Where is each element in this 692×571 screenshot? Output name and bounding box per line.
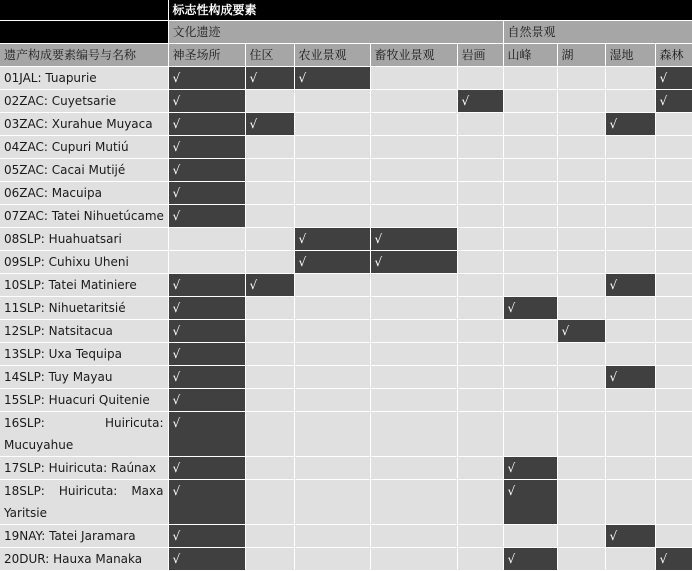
check-mark-icon: √ <box>172 117 181 131</box>
empty-cell <box>655 251 692 274</box>
table-row <box>0 136 692 159</box>
table-row <box>0 67 692 90</box>
empty-cell <box>370 343 457 366</box>
check-cell <box>370 228 457 251</box>
empty-cell <box>503 205 557 228</box>
check-cell <box>655 548 692 571</box>
header-name-column: 遗产构成要素编号与名称 <box>0 44 168 67</box>
check-mark-icon: √ <box>172 416 181 430</box>
empty-cell <box>370 205 457 228</box>
table-row <box>0 525 692 548</box>
empty-cell <box>370 525 457 548</box>
empty-cell <box>605 182 655 205</box>
empty-cell <box>557 182 605 205</box>
empty-cell <box>557 297 605 320</box>
empty-cell <box>655 182 692 205</box>
empty-cell <box>503 159 557 182</box>
empty-cell <box>457 457 503 480</box>
check-cell <box>168 320 245 343</box>
empty-cell <box>605 343 655 366</box>
empty-cell <box>457 480 503 525</box>
table-row <box>0 457 692 480</box>
empty-cell <box>655 228 692 251</box>
empty-cell <box>655 343 692 366</box>
check-cell <box>168 274 245 297</box>
empty-cell <box>294 205 370 228</box>
element-name: 05ZAC: Cacai Mutijé <box>0 159 168 182</box>
check-mark-icon: √ <box>249 71 258 85</box>
empty-cell <box>655 297 692 320</box>
empty-cell <box>370 90 457 113</box>
empty-cell <box>557 366 605 389</box>
empty-cell <box>557 113 605 136</box>
check-mark-icon: √ <box>461 94 470 108</box>
check-mark-icon: √ <box>172 552 181 566</box>
element-name: 01JAL: Tuapurie <box>0 67 168 90</box>
check-cell <box>168 90 245 113</box>
check-cell <box>168 182 245 205</box>
empty-cell <box>245 159 294 182</box>
check-mark-icon: √ <box>172 461 181 475</box>
element-name: 13SLP: Uxa Tequipa <box>0 343 168 366</box>
header-row-title <box>0 0 692 21</box>
empty-cell <box>605 457 655 480</box>
empty-cell <box>245 182 294 205</box>
check-cell <box>605 274 655 297</box>
check-mark-icon: √ <box>249 117 258 131</box>
empty-cell <box>605 67 655 90</box>
empty-cell <box>294 90 370 113</box>
header-top-title: 标志性构成要素 <box>168 0 692 21</box>
empty-cell <box>370 480 457 525</box>
empty-cell <box>605 136 655 159</box>
empty-cell <box>457 412 503 457</box>
header-column: 森林 <box>655 44 692 67</box>
table-row <box>0 228 692 251</box>
table-row <box>0 389 692 412</box>
element-name-part: Maxa <box>131 484 164 498</box>
empty-cell <box>457 113 503 136</box>
check-cell <box>294 67 370 90</box>
check-mark-icon: √ <box>172 347 181 361</box>
table-row <box>0 412 692 457</box>
element-name: 04ZAC: Cupuri Mutiú <box>0 136 168 159</box>
empty-cell <box>655 274 692 297</box>
check-mark-icon: √ <box>172 94 181 108</box>
element-name-part: 18SLP: <box>4 484 45 498</box>
header-column: 湿地 <box>605 44 655 67</box>
check-cell <box>503 297 557 320</box>
empty-cell <box>605 320 655 343</box>
empty-cell <box>294 480 370 525</box>
empty-cell <box>655 205 692 228</box>
check-cell <box>168 67 245 90</box>
empty-cell <box>557 205 605 228</box>
empty-cell <box>245 389 294 412</box>
empty-cell <box>245 251 294 274</box>
empty-cell <box>294 182 370 205</box>
check-mark-icon: √ <box>507 484 516 498</box>
element-name <box>0 480 168 525</box>
check-cell <box>168 205 245 228</box>
check-mark-icon: √ <box>659 71 668 85</box>
check-mark-icon: √ <box>609 117 618 131</box>
table-row <box>0 297 692 320</box>
empty-cell <box>370 113 457 136</box>
empty-cell <box>557 412 605 457</box>
empty-cell <box>503 90 557 113</box>
empty-cell <box>294 525 370 548</box>
empty-cell <box>245 525 294 548</box>
check-mark-icon: √ <box>172 324 181 338</box>
empty-cell <box>168 251 245 274</box>
check-mark-icon: √ <box>172 301 181 315</box>
empty-cell <box>503 366 557 389</box>
check-mark-icon: √ <box>172 140 181 154</box>
empty-cell <box>245 228 294 251</box>
check-cell <box>168 297 245 320</box>
empty-cell <box>457 136 503 159</box>
empty-cell <box>503 113 557 136</box>
header-row-columns <box>0 44 692 67</box>
empty-cell <box>503 320 557 343</box>
table-row <box>0 182 692 205</box>
header-column: 岩画 <box>457 44 503 67</box>
empty-cell <box>605 159 655 182</box>
header-column: 农业景观 <box>294 44 370 67</box>
header-corner-2 <box>0 21 168 44</box>
check-cell <box>168 343 245 366</box>
empty-cell <box>457 251 503 274</box>
empty-cell <box>557 159 605 182</box>
element-name: 20DUR: Hauxa Manaka <box>0 548 168 571</box>
empty-cell <box>294 389 370 412</box>
element-name: 14SLP: Tuy Mayau <box>0 366 168 389</box>
empty-cell <box>294 457 370 480</box>
check-cell <box>605 366 655 389</box>
empty-cell <box>503 67 557 90</box>
empty-cell <box>605 389 655 412</box>
empty-cell <box>557 274 605 297</box>
empty-cell <box>503 136 557 159</box>
empty-cell <box>655 457 692 480</box>
element-name: 15SLP: Huacuri Quitenie <box>0 389 168 412</box>
check-mark-icon: √ <box>298 255 307 269</box>
empty-cell <box>245 457 294 480</box>
empty-cell <box>557 389 605 412</box>
check-cell <box>370 251 457 274</box>
empty-cell <box>370 320 457 343</box>
empty-cell <box>457 159 503 182</box>
element-name: 10SLP: Tatei Matiniere <box>0 274 168 297</box>
empty-cell <box>605 297 655 320</box>
check-mark-icon: √ <box>172 186 181 200</box>
empty-cell <box>503 412 557 457</box>
table-row <box>0 113 692 136</box>
check-cell <box>503 457 557 480</box>
empty-cell <box>655 389 692 412</box>
empty-cell <box>503 343 557 366</box>
check-cell <box>168 480 245 525</box>
element-name-part: 16SLP: <box>4 416 45 430</box>
empty-cell <box>294 320 370 343</box>
check-mark-icon: √ <box>507 552 516 566</box>
empty-cell <box>605 412 655 457</box>
empty-cell <box>294 548 370 571</box>
empty-cell <box>655 366 692 389</box>
empty-cell <box>294 136 370 159</box>
table-row <box>0 90 692 113</box>
empty-cell <box>245 90 294 113</box>
table-row <box>0 366 692 389</box>
empty-cell <box>457 389 503 412</box>
empty-cell <box>245 343 294 366</box>
empty-cell <box>370 389 457 412</box>
check-mark-icon: √ <box>249 278 258 292</box>
empty-cell <box>605 548 655 571</box>
element-name <box>0 412 168 457</box>
table-row <box>0 274 692 297</box>
empty-cell <box>245 480 294 525</box>
empty-cell <box>503 228 557 251</box>
check-cell <box>168 412 245 457</box>
check-mark-icon: √ <box>172 163 181 177</box>
element-name: 17SLP: Huiricuta: Raúnax <box>0 457 168 480</box>
header-corner <box>0 0 168 21</box>
check-mark-icon: √ <box>374 255 383 269</box>
empty-cell <box>557 525 605 548</box>
empty-cell <box>245 136 294 159</box>
empty-cell <box>168 228 245 251</box>
check-mark-icon: √ <box>609 529 618 543</box>
check-mark-icon: √ <box>374 232 383 246</box>
empty-cell <box>370 182 457 205</box>
empty-cell <box>370 366 457 389</box>
check-mark-icon: √ <box>172 209 181 223</box>
empty-cell <box>655 525 692 548</box>
element-name-part: Mucuyahue <box>4 438 74 452</box>
header-column: 畜牧业景观 <box>370 44 457 67</box>
element-name: 11SLP: Nihuetaritsié <box>0 297 168 320</box>
empty-cell <box>655 159 692 182</box>
check-cell <box>503 548 557 571</box>
element-name: 08SLP: Huahuatsari <box>0 228 168 251</box>
empty-cell <box>655 480 692 525</box>
header-group-culture: 文化遗迹 <box>168 21 503 44</box>
element-name: 02ZAC: Cuyetsarie <box>0 90 168 113</box>
check-cell <box>168 113 245 136</box>
empty-cell <box>457 548 503 571</box>
element-name: 06ZAC: Macuipa <box>0 182 168 205</box>
table-row <box>0 548 692 571</box>
empty-cell <box>294 159 370 182</box>
check-cell <box>457 90 503 113</box>
empty-cell <box>457 67 503 90</box>
header-row-groups <box>0 21 692 44</box>
empty-cell <box>557 457 605 480</box>
empty-cell <box>294 343 370 366</box>
table-row <box>0 480 692 525</box>
empty-cell <box>605 228 655 251</box>
check-cell <box>605 113 655 136</box>
empty-cell <box>457 297 503 320</box>
empty-cell <box>294 113 370 136</box>
check-mark-icon: √ <box>298 71 307 85</box>
table-row <box>0 343 692 366</box>
check-mark-icon: √ <box>659 552 668 566</box>
empty-cell <box>457 228 503 251</box>
empty-cell <box>503 274 557 297</box>
empty-cell <box>370 136 457 159</box>
empty-cell <box>457 366 503 389</box>
empty-cell <box>245 412 294 457</box>
empty-cell <box>370 297 457 320</box>
empty-cell <box>370 548 457 571</box>
check-cell <box>168 548 245 571</box>
empty-cell <box>457 205 503 228</box>
empty-cell <box>503 182 557 205</box>
check-mark-icon: √ <box>561 324 570 338</box>
check-cell <box>168 525 245 548</box>
empty-cell <box>557 251 605 274</box>
check-cell <box>245 113 294 136</box>
check-cell <box>168 457 245 480</box>
element-name: 07ZAC: Tatei Nihuetúcame <box>0 205 168 228</box>
empty-cell <box>605 480 655 525</box>
header-column: 湖 <box>557 44 605 67</box>
check-cell <box>503 480 557 525</box>
empty-cell <box>245 205 294 228</box>
empty-cell <box>294 366 370 389</box>
empty-cell <box>457 274 503 297</box>
empty-cell <box>370 274 457 297</box>
element-name-part: Huiricuta: <box>104 416 164 430</box>
check-mark-icon: √ <box>172 484 181 498</box>
table-row <box>0 320 692 343</box>
empty-cell <box>503 389 557 412</box>
empty-cell <box>245 297 294 320</box>
empty-cell <box>655 113 692 136</box>
header-column: 神圣场所 <box>168 44 245 67</box>
empty-cell <box>457 525 503 548</box>
header-group-nature: 自然景观 <box>503 21 692 44</box>
check-cell <box>557 320 605 343</box>
check-mark-icon: √ <box>507 301 516 315</box>
check-cell <box>168 389 245 412</box>
check-cell <box>245 274 294 297</box>
element-name: 12SLP: Natsitacua <box>0 320 168 343</box>
check-cell <box>245 67 294 90</box>
empty-cell <box>557 343 605 366</box>
check-mark-icon: √ <box>172 393 181 407</box>
check-mark-icon: √ <box>172 370 181 384</box>
empty-cell <box>294 274 370 297</box>
check-cell <box>605 525 655 548</box>
table-row <box>0 205 692 228</box>
check-mark-icon: √ <box>172 529 181 543</box>
empty-cell <box>457 343 503 366</box>
element-name: 09SLP: Cuhixu Uheni <box>0 251 168 274</box>
empty-cell <box>557 548 605 571</box>
empty-cell <box>655 136 692 159</box>
table-row <box>0 159 692 182</box>
empty-cell <box>557 90 605 113</box>
empty-cell <box>294 412 370 457</box>
empty-cell <box>557 67 605 90</box>
empty-cell <box>605 90 655 113</box>
check-cell <box>168 136 245 159</box>
empty-cell <box>557 480 605 525</box>
element-name-part: Huiricuta: <box>58 484 118 498</box>
empty-cell <box>294 297 370 320</box>
empty-cell <box>655 412 692 457</box>
empty-cell <box>503 525 557 548</box>
header-column: 山峰 <box>503 44 557 67</box>
check-mark-icon: √ <box>609 278 618 292</box>
check-cell <box>294 251 370 274</box>
check-cell <box>294 228 370 251</box>
empty-cell <box>457 320 503 343</box>
check-cell <box>168 159 245 182</box>
empty-cell <box>370 457 457 480</box>
element-name: 03ZAC: Xurahue Muyaca <box>0 113 168 136</box>
table-row <box>0 251 692 274</box>
check-mark-icon: √ <box>172 71 181 85</box>
empty-cell <box>370 412 457 457</box>
element-name-part: Yaritsie <box>4 506 47 520</box>
check-mark-icon: √ <box>507 461 516 475</box>
header-column: 住区 <box>245 44 294 67</box>
empty-cell <box>370 67 457 90</box>
empty-cell <box>557 136 605 159</box>
empty-cell <box>503 251 557 274</box>
element-name: 19NAY: Tatei Jaramara <box>0 525 168 548</box>
empty-cell <box>245 548 294 571</box>
empty-cell <box>557 228 605 251</box>
check-mark-icon: √ <box>298 232 307 246</box>
empty-cell <box>370 159 457 182</box>
check-mark-icon: √ <box>659 94 668 108</box>
empty-cell <box>457 182 503 205</box>
check-cell <box>655 90 692 113</box>
check-mark-icon: √ <box>609 370 618 384</box>
empty-cell <box>605 251 655 274</box>
check-mark-icon: √ <box>172 278 181 292</box>
empty-cell <box>655 320 692 343</box>
check-cell <box>655 67 692 90</box>
empty-cell <box>245 320 294 343</box>
empty-cell <box>605 205 655 228</box>
empty-cell <box>245 366 294 389</box>
check-cell <box>168 366 245 389</box>
